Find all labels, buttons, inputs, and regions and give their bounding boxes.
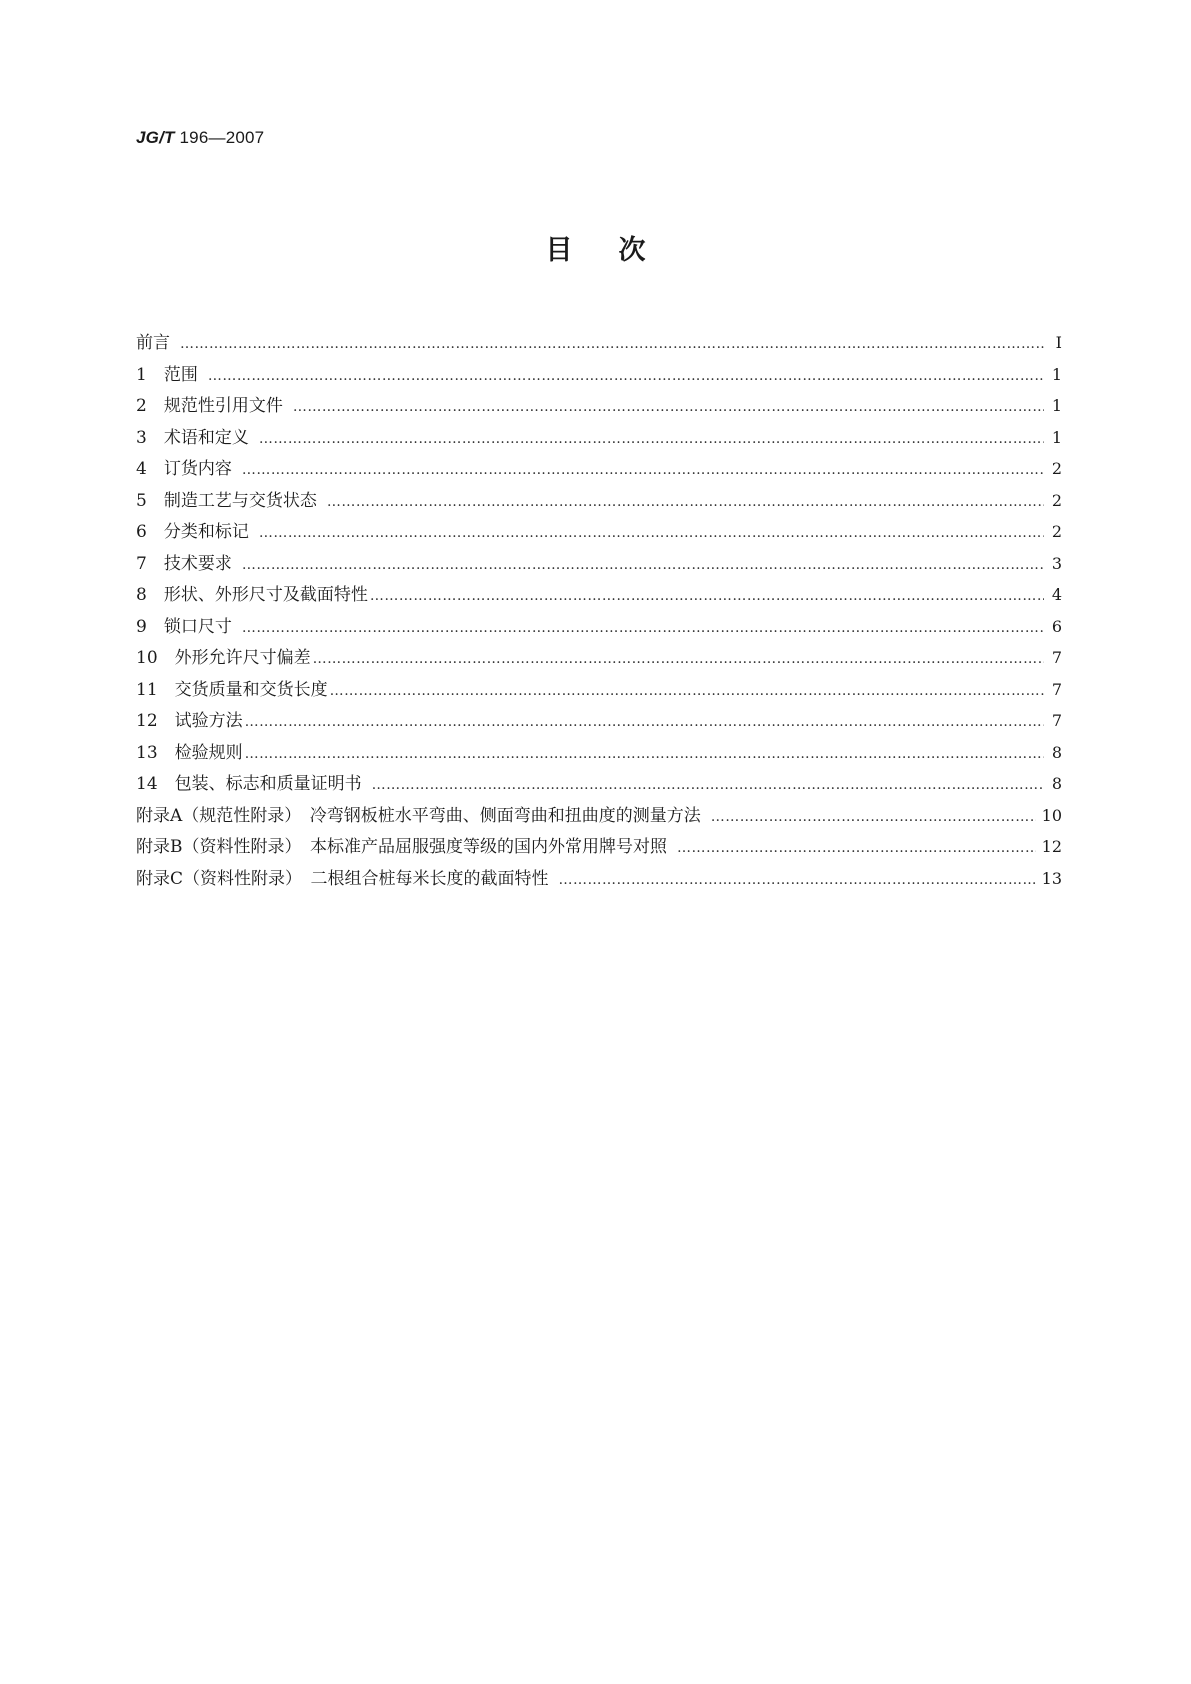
standard-number: 196—2007	[179, 128, 265, 147]
toc-leader-dots	[245, 746, 1044, 762]
toc-entry-label: 1 范围	[136, 364, 198, 385]
toc-entry-11[interactable]	[136, 675, 1062, 707]
toc-entry-page: 7	[1051, 679, 1062, 699]
toc-leader-dots	[372, 777, 1044, 793]
toc-entry-7[interactable]	[136, 549, 1062, 581]
toc-entry-page: 12	[1041, 837, 1062, 856]
toc-entry-label: 10 外形允许尺寸偏差	[136, 648, 311, 668]
standard-code	[136, 128, 264, 148]
toc-list	[136, 328, 1062, 895]
toc-entry-9[interactable]	[136, 612, 1062, 644]
toc-leader-dots	[245, 714, 1044, 730]
toc-leader-dots	[293, 399, 1044, 415]
toc-leader-dots	[259, 525, 1044, 541]
toc-leader-dots	[559, 872, 1036, 888]
toc-entry-page: 8	[1051, 774, 1062, 793]
toc-entry-page: 3	[1051, 553, 1062, 573]
toc-entry-page: 1	[1051, 396, 1062, 415]
toc-entry-label: 11 交货质量和交货长度	[136, 679, 328, 700]
toc-entry-page: 6	[1051, 616, 1062, 636]
toc-leader-dots	[313, 651, 1044, 667]
toc-entry-page: 1	[1051, 427, 1062, 447]
toc-entry-label: 4 订货内容	[136, 459, 232, 479]
toc-entry-label: 前言	[136, 333, 170, 353]
toc-entry-page: 2	[1051, 459, 1062, 478]
toc-entry-page: I	[1055, 333, 1062, 352]
toc-leader-dots	[370, 588, 1044, 604]
toc-entry-page: 2	[1051, 490, 1062, 510]
toc-entry-4[interactable]	[136, 454, 1062, 486]
toc-entry-page: 4	[1051, 585, 1062, 604]
toc-entry-annex-b[interactable]	[136, 832, 1062, 864]
toc-entry-label: 14 包装、标志和质量证明书	[136, 774, 362, 794]
toc-entry-14[interactable]	[136, 769, 1062, 801]
toc-entry-3[interactable]	[136, 423, 1062, 455]
toc-entry-page: 10	[1041, 805, 1062, 825]
toc-entry-page: 2	[1051, 522, 1062, 541]
toc-title: 目次	[545, 235, 692, 266]
toc-leader-dots	[242, 620, 1044, 636]
toc-entry-12[interactable]	[136, 706, 1062, 738]
toc-entry-page: 8	[1051, 742, 1062, 762]
toc-entry-13[interactable]	[136, 738, 1062, 770]
toc-entry-page: 7	[1051, 711, 1062, 730]
toc-entry-page: 1	[1051, 364, 1062, 384]
toc-entry-annex-a[interactable]	[136, 801, 1062, 833]
toc-entry-label: 2 规范性引用文件	[136, 396, 283, 416]
toc-entry-5[interactable]	[136, 486, 1062, 518]
toc-entry-label: 6 分类和标记	[136, 522, 249, 542]
toc-leader-dots	[677, 840, 1036, 856]
toc-entry-10[interactable]	[136, 643, 1062, 675]
toc-entry-label: 3 术语和定义	[136, 427, 249, 448]
toc-entry-label: 12 试验方法	[136, 711, 243, 731]
toc-leader-dots	[208, 368, 1044, 384]
standard-prefix: JG/T	[136, 128, 175, 147]
toc-entry-label: 8 形状、外形尺寸及截面特性	[136, 585, 368, 605]
toc-entry-label: 附录B（资料性附录） 本标准产品屈服强度等级的国内外常用牌号对照	[136, 837, 667, 857]
toc-entry-label: 附录A（规范性附录） 冷弯钢板桩水平弯曲、侧面弯曲和扭曲度的测量方法	[136, 805, 701, 826]
toc-entry-annex-c[interactable]	[136, 864, 1062, 896]
toc-entry-page: 7	[1051, 648, 1062, 667]
toc-leader-dots	[711, 809, 1036, 825]
toc-leader-dots	[242, 462, 1044, 478]
toc-entry-label: 5 制造工艺与交货状态	[136, 490, 317, 511]
toc-entry-6[interactable]	[136, 517, 1062, 549]
toc-entry-label: 9 锁口尺寸	[136, 616, 232, 637]
toc-entry-foreword[interactable]	[136, 328, 1062, 360]
toc-entry-label: 13 检验规则	[136, 742, 243, 763]
toc-entry-2[interactable]	[136, 391, 1062, 423]
toc-leader-dots	[327, 494, 1044, 510]
toc-entry-1[interactable]	[136, 360, 1062, 392]
toc-entry-label: 7 技术要求	[136, 553, 232, 574]
toc-leader-dots	[259, 431, 1044, 447]
toc-leader-dots	[242, 557, 1044, 573]
toc-entry-page: 13	[1041, 868, 1062, 888]
toc-leader-dots	[330, 683, 1044, 699]
toc-entry-8[interactable]	[136, 580, 1062, 612]
toc-entry-label: 附录C（资料性附录） 二根组合桩每米长度的截面特性	[136, 868, 549, 889]
toc-leader-dots	[180, 336, 1044, 352]
